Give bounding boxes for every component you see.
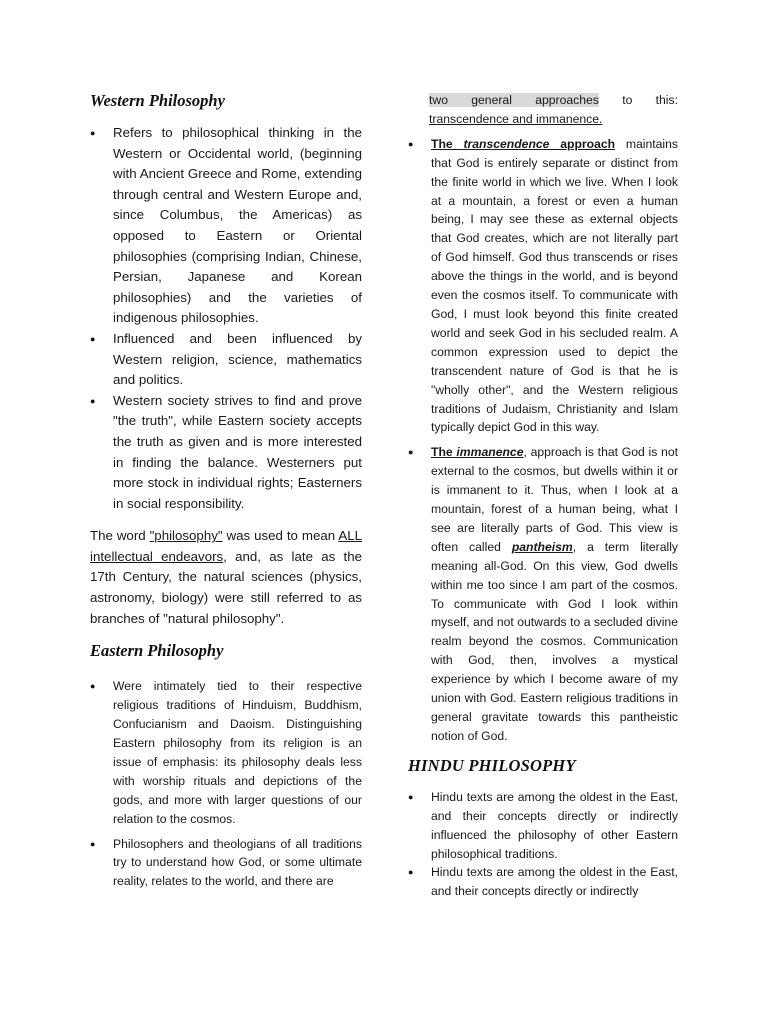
eastern-bullet-1: ● Were intimately tied to their respective religious traditions of Hinduism, Buddhism, Confucianism and Daoism. Distinguishing Eastern philosophy from its religion is an issue of emphasis: its philosophy deals less with worship rituals and depictions of the gods, and more with larger questions of our relation to the cosmos. bbox=[90, 677, 362, 828]
transcendence-label bbox=[431, 137, 615, 151]
western-bullet-1: ● Refers to philosophical thinking in the Western or Occidental world, (beginning with Ancient Greece and Rome, extending through central and Western Europe and, since Columbus, the Americas) as opposed to Eastern or Oriental philosophies (comprising Indian, Chinese, Persian, Japanese and Korean philosophies) and the varieties of indigenous philosophies. bbox=[90, 123, 362, 329]
transcendence-text: maintains that God is entirely separate or distinct from the finite world in which we live. When I look at a mountain, a forest or even a human being, I may see these as external objects that God creates, which are not literally part of God himself. God thus transcends or rises above the things in the world, and is beyond even the cosmos itself. To communicate with God, I must look beyond this finite created world and seek God in his secluded realm. A common expression used to depict the transcendent nature of God is that he is "wholly other", and the Western religious traditions of Judaism, Christianity and Islam typically depict God in this way. bbox=[431, 136, 679, 435]
immanence-text: , approach is that God is not external to the cosmos, but dwells within it or is immanent to it. Thus, when I look at a mountain, forest of a human being, what I see are literally parts of God. This view is often called bbox=[431, 445, 678, 554]
transcendence-immanence-link[interactable]: transcendence and immanence. bbox=[429, 111, 603, 126]
right-column bbox=[408, 88, 678, 901]
western-bullet-2: ● Influenced and been influenced by Western religion, science, mathematics and politics. bbox=[90, 329, 362, 391]
label-the: The bbox=[431, 445, 457, 460]
western-bullet-3: ● Western society strives to find and prove "the truth", while Eastern society accepts the truth as given and is more interested in finding the balance. Westerners put more stock in individual rights; Easterners in social responsibility. bbox=[90, 391, 362, 515]
immanence-text: , a term literally meaning all-God. On this view, God dwells within me too since I am part of the cosmos. To communicate with God I look within myself, and not outwards to a secluded divine realm beyond the cosmos. Communication with God, then, involves a mystical experience by which I become aware of my union with God. Eastern religious traditions in general gravitate towards this pantheistic notion of God. bbox=[431, 539, 679, 743]
transcendence-term: transcendence bbox=[463, 136, 550, 151]
left-column bbox=[90, 88, 362, 891]
transcendence-bullet bbox=[408, 135, 678, 438]
philosophy-term-link[interactable]: "philosophy" bbox=[149, 528, 223, 544]
immanence-bullet bbox=[408, 443, 678, 746]
two-approaches-highlight: two general approaches bbox=[429, 93, 599, 107]
western-philosophy-heading: Western Philosophy bbox=[90, 91, 225, 110]
intellectual-endeavors-link[interactable]: ALL intellectual endeavors bbox=[90, 528, 362, 564]
paragraph-text: The word bbox=[90, 528, 150, 544]
pantheism-term: pantheism bbox=[511, 539, 573, 554]
hindu-philosophy-heading: HINDU PHILOSOPHY bbox=[408, 755, 576, 775]
paragraph-text: was used to mean bbox=[222, 528, 339, 544]
hindu-bullet-1: ● Hindu texts are among the oldest in the East, and their concepts directly or indirectly influenced the philosophy of other Eastern philosophical traditions. bbox=[408, 788, 678, 864]
hindu-bullet-2: ● Hindu texts are among the oldest in the East, and their concepts directly or indirectly bbox=[408, 863, 678, 901]
paragraph-text: , and, as late as the 17th Century, the natural sciences (physics, astronomy, biology) were still referred to as branches of "natural philosophy". bbox=[90, 548, 362, 626]
eastern-philosophy-heading: Eastern Philosophy bbox=[90, 641, 224, 661]
hindu-bullet-list bbox=[408, 788, 678, 901]
eastern-bullet-list bbox=[90, 677, 362, 891]
immanence-label bbox=[431, 445, 523, 459]
label-approach: approach bbox=[549, 136, 616, 151]
philosophy-word-paragraph bbox=[90, 526, 362, 629]
western-bullet-list bbox=[90, 123, 362, 514]
eastern-bullet-2 bbox=[90, 835, 362, 892]
approaches-continuation bbox=[408, 91, 678, 129]
bullet-text: Philosophers and theologians of all traditions try to understand how God, or some ultimate reality, relates to the world, and there are bbox=[113, 836, 362, 889]
label-the: The bbox=[431, 136, 464, 151]
bullet-text: to this: bbox=[598, 93, 678, 107]
approaches-bullet-list bbox=[408, 135, 678, 746]
immanence-term: immanence bbox=[456, 445, 524, 460]
